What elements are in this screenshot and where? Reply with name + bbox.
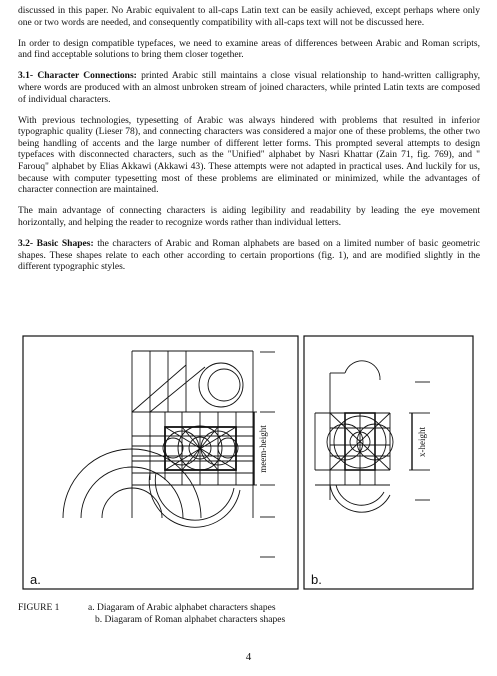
- paragraph: discussed in this paper. No Arabic equivalent to all-caps Latin text can be easily achieved, except perhaps where only one or two words are needed, and consequently compatibility with all-caps text will not be discussed here.: [18, 5, 480, 28]
- x-height-label: x-height: [417, 427, 427, 457]
- caption-b: b. Diagaram of Roman alphabet characters shapes: [95, 615, 286, 625]
- section-intro: the characters of Arabic and Roman alphabets are based on a limited number of basic geometric shapes. These shapes relate to each other according to certain proportions (fig. 1), and are modified slightly in the different typographic styles.: [18, 238, 480, 273]
- paragraph: With previous technologies, typesetting of Arabic was always hindered with problems that resulted in inferior typographic quality (Lieser 78), and connecting characters was considered a major one of these problems, the other two being handling of accents and the large number of different letter forms. This prompted several attempts to design typefaces with disconnected characters, such as the "Unified" alphabet by Nasri Khattar (Zain 71, fig. 769), and " Farouq" alphabet by Elias Akkawi (Akkawi 43). These attempts were not adapted in practical uses. And luckily for us, because with computer typesetting most of these problems are eliminated or minimized, while the advantages of character connection are maintained.: [18, 114, 480, 196]
- panel-b-frame: [304, 336, 473, 589]
- section-heading: 3.2- Basic Shapes:: [18, 238, 94, 249]
- figure-label: FIGURE 1: [18, 603, 60, 613]
- caption-a: a. Diagaram of Arabic alphabet characters shapes: [88, 603, 276, 613]
- panel-a-frame: [23, 336, 298, 589]
- meem-height-label: meem-height: [258, 425, 268, 473]
- paragraph: In order to design compatible typefaces, we need to examine areas of differences between Arabic and Roman scripts, and find acceptable solutions to bring them closer together.: [18, 37, 480, 61]
- panel-b-label: b.: [311, 572, 322, 587]
- section-heading: 3.1- Character Connections:: [18, 70, 137, 82]
- section-intro: printed Arabic still maintains a close visual relationship to hand-written calligraphy, where words are produced with an almost unbroken stream of joined characters, while printed Latin texts are composed of individual characters.: [18, 70, 480, 105]
- panel-a-label: a.: [30, 572, 41, 587]
- page-number: 4: [245, 651, 252, 663]
- paragraph: The main advantage of connecting characters is aiding legibility and readability by leading the eye movement horizontally, and helping the reader to recognize words rather than individual letters.: [18, 205, 480, 228]
